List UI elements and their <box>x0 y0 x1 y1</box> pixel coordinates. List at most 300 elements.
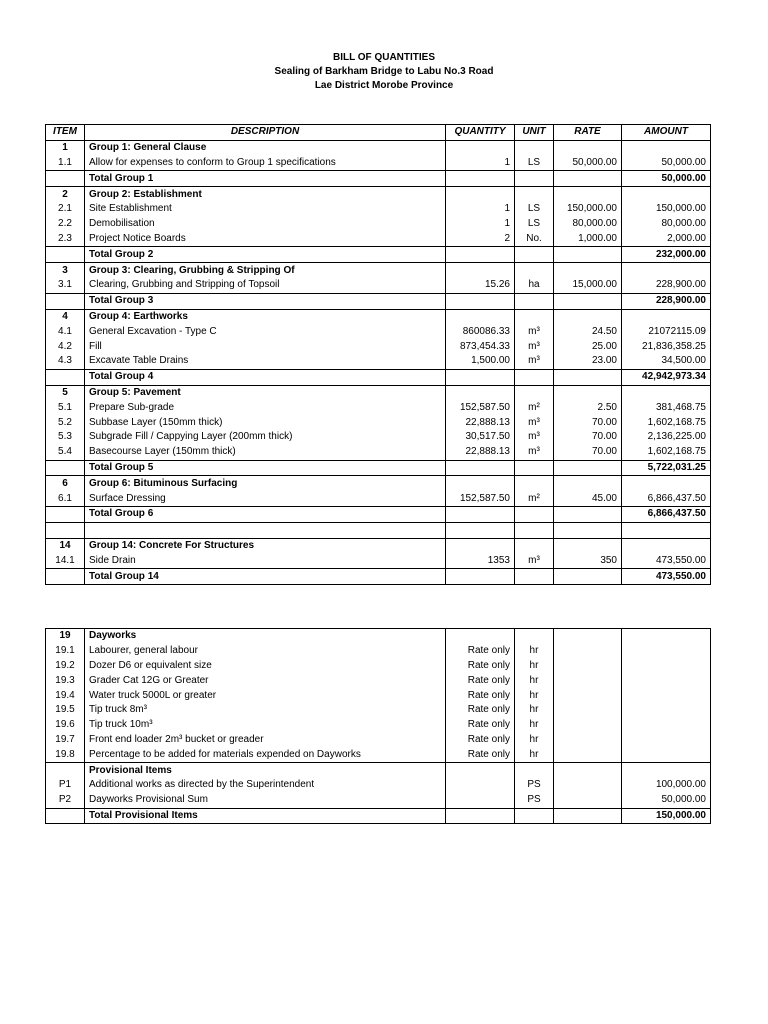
unit-cell <box>515 309 554 324</box>
item-cell: P1 <box>46 778 85 793</box>
amount-cell: 80,000.00 <box>622 217 711 232</box>
item-cell: 14.1 <box>46 553 85 568</box>
group-header-row <box>46 140 711 155</box>
table-header-row <box>46 125 711 141</box>
item-cell: 19.6 <box>46 718 85 733</box>
unit-cell <box>515 293 554 309</box>
item-cell: 5.4 <box>46 445 85 460</box>
rate-cell <box>554 733 622 748</box>
quantity-cell: Rate only <box>446 673 515 688</box>
rate-cell <box>554 747 622 762</box>
quantity-cell <box>446 369 515 385</box>
quantity-cell <box>446 263 515 278</box>
group-total-row <box>46 460 711 476</box>
description-cell: Group 1: General Clause <box>85 140 446 155</box>
line-item-row <box>46 718 711 733</box>
description-cell: Excavate Table Drains <box>85 354 446 369</box>
quantity-cell <box>446 808 515 824</box>
unit-cell: m³ <box>515 354 554 369</box>
amount-cell <box>622 522 711 538</box>
description-cell: Total Group 6 <box>85 506 446 522</box>
quantity-cell <box>446 385 515 400</box>
unit-cell <box>515 369 554 385</box>
item-cell: 4.1 <box>46 324 85 339</box>
rate-cell <box>554 629 622 644</box>
project-name: Sealing of Barkham Bridge to Labu No.3 Road <box>274 66 494 77</box>
amount-cell: 1,602,168.75 <box>622 445 711 460</box>
description-cell: Provisional Items <box>85 763 446 778</box>
description-cell: Demobilisation <box>85 217 446 232</box>
item-cell <box>46 808 85 824</box>
item-cell: 6.1 <box>46 491 85 506</box>
amount-cell <box>622 763 711 778</box>
amount-cell: 34,500.00 <box>622 354 711 369</box>
line-item-row <box>46 553 711 568</box>
rate-cell: 80,000.00 <box>554 217 622 232</box>
description-cell: Tip truck 8m³ <box>85 703 446 718</box>
quantity-cell: Rate only <box>446 688 515 703</box>
unit-cell: PS <box>515 778 554 793</box>
item-cell: 5.1 <box>46 400 85 415</box>
rate-cell <box>554 247 622 263</box>
quantity-cell: 1,500.00 <box>446 354 515 369</box>
item-cell: 19.7 <box>46 733 85 748</box>
group-header-row <box>46 187 711 202</box>
description-cell: Grader Cat 12G or Greater <box>85 673 446 688</box>
unit-cell: m² <box>515 400 554 415</box>
line-item-row <box>46 747 711 762</box>
rate-cell: 70.00 <box>554 445 622 460</box>
quantity-cell <box>446 460 515 476</box>
description-cell: Water truck 5000L or greater <box>85 688 446 703</box>
line-item-row <box>46 278 711 293</box>
unit-cell <box>515 522 554 538</box>
item-cell <box>46 763 85 778</box>
rate-cell <box>554 673 622 688</box>
quantity-cell: Rate only <box>446 733 515 748</box>
description-cell: Group 2: Establishment <box>85 187 446 202</box>
description-cell: Prepare Sub-grade <box>85 400 446 415</box>
amount-cell: 232,000.00 <box>622 247 711 263</box>
amount-cell: 50,000.00 <box>622 793 711 808</box>
amount-cell: 50,000.00 <box>622 171 711 187</box>
rate-cell <box>554 763 622 778</box>
rate-cell: 70.00 <box>554 415 622 430</box>
rate-cell: 15,000.00 <box>554 278 622 293</box>
unit-cell: hr <box>515 703 554 718</box>
rate-cell: 24.50 <box>554 324 622 339</box>
rate-cell <box>554 793 622 808</box>
quantity-cell: 2 <box>446 232 515 247</box>
group-header-row <box>46 263 711 278</box>
quantity-cell: 1 <box>446 202 515 217</box>
quantity-cell <box>446 309 515 324</box>
quantity-cell: Rate only <box>446 659 515 674</box>
rate-cell <box>554 703 622 718</box>
unit-cell <box>515 247 554 263</box>
rate-cell <box>554 187 622 202</box>
amount-cell: 473,550.00 <box>622 553 711 568</box>
amount-cell: 473,550.00 <box>622 569 711 585</box>
amount-cell <box>622 718 711 733</box>
item-cell <box>46 506 85 522</box>
quantity-cell <box>446 629 515 644</box>
amount-cell: 5,722,031.25 <box>622 460 711 476</box>
description-cell: General Excavation - Type C <box>85 324 446 339</box>
item-cell: 3 <box>46 263 85 278</box>
group-header-row <box>46 385 711 400</box>
item-cell: 19.3 <box>46 673 85 688</box>
quantity-cell <box>446 538 515 553</box>
description-cell: Group 5: Pavement <box>85 385 446 400</box>
amount-cell: 50,000.00 <box>622 156 711 171</box>
quantity-cell: Rate only <box>446 644 515 659</box>
unit-cell: m³ <box>515 445 554 460</box>
line-item-row <box>46 445 711 460</box>
unit-cell: hr <box>515 644 554 659</box>
unit-cell: m³ <box>515 430 554 445</box>
group-total-row <box>46 293 711 309</box>
unit-cell: ha <box>515 278 554 293</box>
bill-of-quantities-table <box>45 124 711 585</box>
rate-cell <box>554 718 622 733</box>
group-header-row <box>46 309 711 324</box>
rate-cell <box>554 506 622 522</box>
description-cell: Dayworks Provisional Sum <box>85 793 446 808</box>
rate-cell: 350 <box>554 553 622 568</box>
line-item-row <box>46 324 711 339</box>
item-cell: 5.3 <box>46 430 85 445</box>
item-cell <box>46 171 85 187</box>
quantity-cell <box>446 793 515 808</box>
unit-cell <box>515 629 554 644</box>
line-item-row <box>46 491 711 506</box>
line-item-row <box>46 202 711 217</box>
rate-cell <box>554 460 622 476</box>
item-cell <box>46 369 85 385</box>
line-item-row <box>46 156 711 171</box>
unit-cell <box>515 460 554 476</box>
quantity-cell: 152,587.50 <box>446 491 515 506</box>
item-cell: 2.2 <box>46 217 85 232</box>
rate-cell <box>554 522 622 538</box>
description-cell: Side Drain <box>85 553 446 568</box>
description-cell: Total Group 5 <box>85 460 446 476</box>
item-cell <box>46 569 85 585</box>
line-item-row <box>46 339 711 354</box>
amount-cell: 150,000.00 <box>622 808 711 824</box>
bill-table-body <box>46 125 711 585</box>
item-cell: 4.3 <box>46 354 85 369</box>
line-item-row <box>46 415 711 430</box>
rate-cell: 2.50 <box>554 400 622 415</box>
amount-cell <box>622 140 711 155</box>
item-cell <box>46 293 85 309</box>
unit-cell <box>515 187 554 202</box>
amount-cell: 21,836,358.25 <box>622 339 711 354</box>
amount-cell <box>622 476 711 491</box>
unit-cell: m³ <box>515 415 554 430</box>
unit-cell <box>515 263 554 278</box>
amount-cell <box>622 688 711 703</box>
amount-cell: 228,900.00 <box>622 293 711 309</box>
unit-cell: m³ <box>515 553 554 568</box>
line-item-row <box>46 673 711 688</box>
description-cell: Total Group 3 <box>85 293 446 309</box>
rate-cell <box>554 476 622 491</box>
quantity-cell <box>446 569 515 585</box>
rate-cell <box>554 369 622 385</box>
quantity-cell: 152,587.50 <box>446 400 515 415</box>
dayworks-provisional-table <box>45 628 711 824</box>
item-cell <box>46 247 85 263</box>
quantity-cell <box>446 522 515 538</box>
description-cell: Group 4: Earthworks <box>85 309 446 324</box>
rate-cell <box>554 538 622 553</box>
spacer-row <box>46 522 711 538</box>
quantity-cell: 22,888.13 <box>446 415 515 430</box>
rate-cell: 70.00 <box>554 430 622 445</box>
item-cell <box>46 460 85 476</box>
rate-column-header: RATE <box>554 125 622 141</box>
amount-cell: 381,468.75 <box>622 400 711 415</box>
amount-cell <box>622 385 711 400</box>
amount-cell <box>622 263 711 278</box>
group-total-row <box>46 247 711 263</box>
group-header-row <box>46 629 711 644</box>
quantity-cell: 1353 <box>446 553 515 568</box>
unit-cell: hr <box>515 718 554 733</box>
amount-cell <box>622 703 711 718</box>
item-cell: 19.5 <box>46 703 85 718</box>
item-cell: 2.3 <box>46 232 85 247</box>
quantity-cell: 15.26 <box>446 278 515 293</box>
quantity-cell <box>446 247 515 263</box>
amount-cell: 228,900.00 <box>622 278 711 293</box>
amount-cell: 42,942,973.34 <box>622 369 711 385</box>
line-item-row <box>46 793 711 808</box>
rate-cell <box>554 808 622 824</box>
item-cell: 5.2 <box>46 415 85 430</box>
description-cell: Total Group 1 <box>85 171 446 187</box>
item-cell: 2.1 <box>46 202 85 217</box>
unit-cell: m³ <box>515 324 554 339</box>
line-item-row <box>46 644 711 659</box>
description-cell: Site Establishment <box>85 202 446 217</box>
item-cell: 2 <box>46 187 85 202</box>
description-cell: Total Group 14 <box>85 569 446 585</box>
quantity-cell: 1 <box>446 156 515 171</box>
rate-cell <box>554 659 622 674</box>
rate-cell <box>554 385 622 400</box>
item-cell: P2 <box>46 793 85 808</box>
project-location: Lae District Morobe Province <box>314 80 454 91</box>
quantity-cell <box>446 140 515 155</box>
rate-cell <box>554 309 622 324</box>
unit-cell <box>515 538 554 553</box>
item-cell: 5 <box>46 385 85 400</box>
amount-cell: 100,000.00 <box>622 778 711 793</box>
unit-cell: hr <box>515 673 554 688</box>
description-cell: Group 14: Concrete For Structures <box>85 538 446 553</box>
unit-column-header: UNIT <box>515 125 554 141</box>
description-cell <box>85 522 446 538</box>
quantity-cell: Rate only <box>446 703 515 718</box>
unit-cell: LS <box>515 202 554 217</box>
group-total-row <box>46 569 711 585</box>
amount-cell <box>622 629 711 644</box>
group-total-row <box>46 506 711 522</box>
description-cell: Total Group 2 <box>85 247 446 263</box>
rate-cell <box>554 688 622 703</box>
description-cell: Allow for expenses to conform to Group 1 specifications <box>85 156 446 171</box>
quantity-cell: 22,888.13 <box>446 445 515 460</box>
amount-cell <box>622 187 711 202</box>
item-cell: 1.1 <box>46 156 85 171</box>
amount-cell <box>622 309 711 324</box>
rate-cell: 1,000.00 <box>554 232 622 247</box>
unit-cell: PS <box>515 793 554 808</box>
line-item-row <box>46 659 711 674</box>
unit-cell: LS <box>515 156 554 171</box>
item-cell: 1 <box>46 140 85 155</box>
quantity-cell <box>446 187 515 202</box>
amount-cell <box>622 659 711 674</box>
line-item-row <box>46 400 711 415</box>
quantity-cell <box>446 778 515 793</box>
description-cell: Project Notice Boards <box>85 232 446 247</box>
line-item-row <box>46 232 711 247</box>
item-column-header: ITEM <box>46 125 85 141</box>
item-cell: 19.1 <box>46 644 85 659</box>
unit-cell: No. <box>515 232 554 247</box>
unit-cell: hr <box>515 659 554 674</box>
item-cell: 19.8 <box>46 747 85 762</box>
unit-cell: hr <box>515 747 554 762</box>
line-item-row <box>46 688 711 703</box>
amount-cell: 150,000.00 <box>622 202 711 217</box>
quantity-cell: 860086.33 <box>446 324 515 339</box>
line-item-row <box>46 778 711 793</box>
amount-column-header: AMOUNT <box>622 125 711 141</box>
group-header-row <box>46 476 711 491</box>
unit-cell: hr <box>515 733 554 748</box>
amount-cell: 6,866,437.50 <box>622 506 711 522</box>
amount-cell: 21072115.09 <box>622 324 711 339</box>
item-cell: 4 <box>46 309 85 324</box>
unit-cell <box>515 140 554 155</box>
item-cell: 4.2 <box>46 339 85 354</box>
unit-cell <box>515 808 554 824</box>
quantity-cell <box>446 476 515 491</box>
description-cell: Surface Dressing <box>85 491 446 506</box>
quantity-cell: 1 <box>446 217 515 232</box>
unit-cell <box>515 763 554 778</box>
description-cell: Group 3: Clearing, Grubbing & Stripping Of <box>85 263 446 278</box>
description-cell: Fill <box>85 339 446 354</box>
unit-cell <box>515 476 554 491</box>
quantity-column-header: QUANTITY <box>446 125 515 141</box>
item-cell: 19.4 <box>46 688 85 703</box>
amount-cell: 1,602,168.75 <box>622 415 711 430</box>
rate-cell <box>554 263 622 278</box>
item-cell: 19 <box>46 629 85 644</box>
item-cell: 6 <box>46 476 85 491</box>
description-cell: Labourer, general labour <box>85 644 446 659</box>
amount-cell: 2,136,225.00 <box>622 430 711 445</box>
description-cell: Total Provisional Items <box>85 808 446 824</box>
unit-cell: hr <box>515 688 554 703</box>
line-item-row <box>46 733 711 748</box>
description-cell: Basecourse Layer (150mm thick) <box>85 445 446 460</box>
description-cell: Dayworks <box>85 629 446 644</box>
description-cell: Total Group 4 <box>85 369 446 385</box>
rate-cell: 50,000.00 <box>554 156 622 171</box>
description-column-header: DESCRIPTION <box>85 125 446 141</box>
amount-cell: 2,000.00 <box>622 232 711 247</box>
group-header-row <box>46 763 711 778</box>
rate-cell <box>554 171 622 187</box>
unit-cell <box>515 385 554 400</box>
rate-cell <box>554 644 622 659</box>
description-cell: Subgrade Fill / Cappying Layer (200mm thick) <box>85 430 446 445</box>
quantity-cell <box>446 293 515 309</box>
description-cell: Subbase Layer (150mm thick) <box>85 415 446 430</box>
unit-cell <box>515 506 554 522</box>
group-total-row <box>46 369 711 385</box>
group-total-row <box>46 171 711 187</box>
quantity-cell: Rate only <box>446 718 515 733</box>
description-cell: Front end loader 2m³ bucket or greader <box>85 733 446 748</box>
line-item-row <box>46 217 711 232</box>
rate-cell <box>554 140 622 155</box>
line-item-row <box>46 354 711 369</box>
unit-cell: LS <box>515 217 554 232</box>
quantity-cell <box>446 171 515 187</box>
document-title: BILL OF QUANTITIES <box>332 52 436 63</box>
description-cell: Clearing, Grubbing and Stripping of Topsoil <box>85 278 446 293</box>
item-cell: 19.2 <box>46 659 85 674</box>
unit-cell <box>515 171 554 187</box>
unit-cell <box>515 569 554 585</box>
group-total-row <box>46 808 711 824</box>
quantity-cell <box>446 506 515 522</box>
quantity-cell: 873,454.33 <box>446 339 515 354</box>
unit-cell: m² <box>515 491 554 506</box>
group-header-row <box>46 538 711 553</box>
amount-cell <box>622 747 711 762</box>
description-cell: Tip truck 10m³ <box>85 718 446 733</box>
rate-cell: 45.00 <box>554 491 622 506</box>
rate-cell <box>554 778 622 793</box>
line-item-row <box>46 430 711 445</box>
item-cell: 14 <box>46 538 85 553</box>
unit-cell: m³ <box>515 339 554 354</box>
item-cell <box>46 522 85 538</box>
amount-cell <box>622 644 711 659</box>
description-cell: Group 6: Bituminous Surfacing <box>85 476 446 491</box>
item-cell: 3.1 <box>46 278 85 293</box>
rate-cell <box>554 293 622 309</box>
quantity-cell: Rate only <box>446 747 515 762</box>
dayworks-table-body <box>46 629 711 824</box>
amount-cell <box>622 673 711 688</box>
rate-cell: 25.00 <box>554 339 622 354</box>
description-cell: Percentage to be added for materials expended on Dayworks <box>85 747 446 762</box>
amount-cell: 6,866,437.50 <box>622 491 711 506</box>
line-item-row <box>46 703 711 718</box>
description-cell: Dozer D6 or equivalent size <box>85 659 446 674</box>
